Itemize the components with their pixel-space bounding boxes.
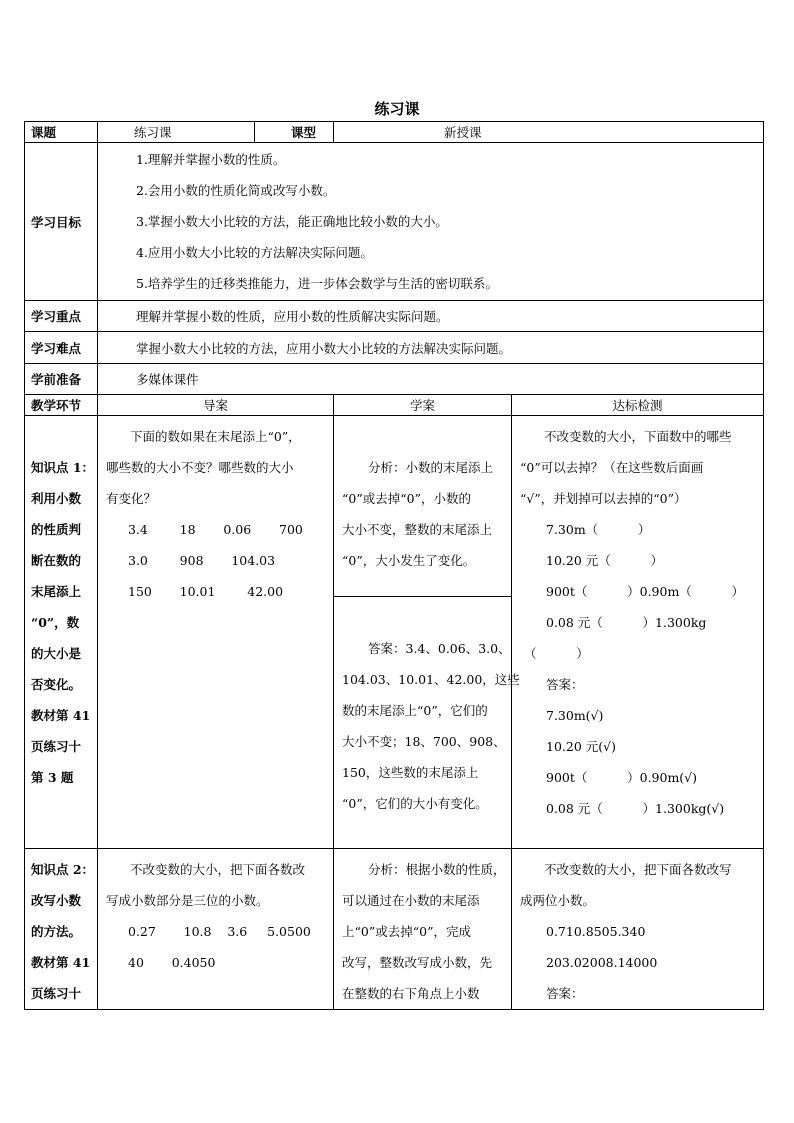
guide-line: 下面的数如果在末尾添上“0”， (130, 429, 301, 444)
answer-line: 数的末尾添上“0”，它们的 (342, 702, 488, 718)
analysis-line: 上“0”或去掉“0”，完成 (342, 924, 471, 939)
analysis-line: 分析：根据小数的性质， (368, 862, 506, 877)
analysis-line: 在整数的右下角点上小数 (342, 986, 480, 1001)
check-line: 0.710.8505.340 (546, 924, 646, 939)
check-line: “0”可以去掉？（在这些数后面画 (520, 460, 704, 475)
guide-cell-1 (98, 416, 334, 849)
check-line: 不改变数的大小，把下面各数改写 (544, 862, 732, 877)
header-check: 达标检测 (512, 395, 764, 416)
header-guide: 导案 (98, 395, 334, 416)
difficulties-label: 学习难点 (25, 332, 98, 364)
goal-item: 4.应用小数大小比较的方法解决实际问题。 (136, 245, 373, 260)
kp-line: 教材第 41 (31, 955, 91, 970)
row-preparation (25, 364, 764, 395)
analysis-line: 改写，整数改写成小数，先 (342, 955, 493, 970)
guide-line: 写成小数部分是三位的小数。 (106, 893, 269, 908)
check-line: （ ） (524, 646, 589, 661)
kp-line: 末尾添上 (31, 584, 82, 599)
row-course (25, 122, 764, 143)
check-line: 10.20 元(√) (546, 739, 616, 754)
goal-item: 1.理解并掌握小数的性质。 (136, 152, 286, 167)
key-points-label: 学习重点 (25, 301, 98, 332)
answer-line: 大小不变；18、700、908、 (342, 733, 506, 749)
row-difficulties (25, 332, 764, 364)
check-cell-2 (512, 849, 764, 1010)
kp-line: 的性质判 (31, 522, 82, 537)
number-row: 3.0 908 104.03 (128, 553, 276, 568)
header-step: 教学环节 (25, 395, 98, 416)
course-type-value: 新授课 (334, 122, 764, 143)
kp-line: 页练习十 (31, 986, 82, 1001)
course-type-label: 课型 (255, 122, 334, 143)
kp-line: 教材第 41 (31, 708, 91, 723)
lesson-plan-table (24, 121, 764, 1010)
answer-block (334, 596, 520, 848)
kp-line: 知识点 1： (31, 460, 95, 475)
analysis-line: 可以通过在小数的末尾添 (342, 893, 480, 908)
check-line: 203.02008.14000 (546, 955, 658, 970)
check-line: 900t（ ）0.90m(√) (546, 770, 698, 785)
row-section-1 (25, 416, 764, 849)
analysis-line: 大小不变，整数的末尾添上 (342, 522, 493, 537)
check-line: 答案： (546, 677, 584, 692)
goals-label: 学习目标 (25, 143, 98, 301)
number-row: 150 10.01 42.00 (128, 584, 284, 599)
row-key-points (25, 301, 764, 332)
check-line: “√”，并划掉可以去掉的“0”） (520, 491, 687, 506)
number-row: 3.4 18 0.06 700 (128, 522, 303, 537)
kp-line: 知识点 2： (31, 862, 95, 877)
check-line: 0.08 元（ ）1.300kg (546, 615, 707, 630)
check-line: 0.08 元（ ）1.300kg(√) (546, 801, 725, 816)
difficulties-value: 掌握小数大小比较的方法，应用小数大小比较的方法解决实际问题。 (98, 332, 764, 364)
guide-line: 有变化？ (106, 491, 157, 506)
answer-line: 104.03、10.01、42.00，这些 (342, 671, 520, 687)
check-cell-1 (512, 416, 764, 849)
course-value: 练习课 (98, 122, 255, 143)
analysis-line: “0”或去掉“0”，小数的 (342, 491, 471, 506)
check-line: 答案： (546, 986, 584, 1001)
kp-line: 利用小数 (31, 491, 82, 506)
study-cell-2 (334, 849, 512, 1010)
goal-item: 3.掌握小数大小比较的方法，能正确地比较小数的大小。 (136, 214, 448, 229)
preparation-value: 多媒体课件 (98, 364, 764, 395)
knowledge-point-1 (25, 416, 98, 849)
key-points-value: 理解并掌握小数的性质，应用小数的性质解决实际问题。 (98, 301, 764, 332)
kp-line: 断在数的 (31, 553, 82, 568)
check-line: 7.30m(√) (546, 708, 604, 723)
answer-line: 答案：3.4、0.06、3.0、 (368, 640, 511, 656)
analysis-line: 分析：小数的末尾添上 (368, 460, 494, 475)
check-line: 10.20 元（ ） (546, 553, 663, 568)
analysis-block (334, 416, 511, 596)
kp-line: 否变化。 (31, 677, 82, 692)
header-study: 学案 (334, 395, 512, 416)
guide-line: 哪些数的大小不变？哪些数的大小 (106, 460, 294, 475)
check-line: 900t（ ）0.90m（ ） (546, 584, 745, 599)
check-line: 不改变数的大小，下面数中的哪些 (544, 429, 732, 444)
number-row: 0.27 10.8 3.6 5.0500 (128, 924, 311, 939)
kp-line: 第 3 题 (31, 770, 74, 785)
course-label: 课题 (25, 122, 98, 143)
goal-item: 2.会用小数的性质化简或改写小数。 (136, 183, 336, 198)
row-section-2 (25, 849, 764, 1010)
guide-cell-2 (98, 849, 334, 1010)
guide-line: 不改变数的大小，把下面各数改 (130, 862, 306, 877)
page-title: 练习课 (374, 100, 420, 118)
goal-item: 5.培养学生的迁移类推能力，进一步体会数学与生活的密切联系。 (136, 276, 498, 291)
preparation-label: 学前准备 (25, 364, 98, 395)
check-line: 7.30m（ ） (546, 522, 651, 537)
check-line: 成两位小数。 (520, 893, 596, 908)
study-inner-table (334, 416, 520, 848)
analysis-line: “0”，大小发生了变化。 (342, 553, 476, 568)
row-headers (25, 395, 764, 416)
study-cell-1 (334, 416, 520, 849)
knowledge-point-2 (25, 849, 98, 1010)
row-goals (25, 143, 764, 301)
answer-line: 150，这些数的末尾添上 (342, 764, 479, 780)
kp-line: 的大小是 (31, 646, 82, 661)
kp-line: 改写小数 (31, 893, 82, 908)
number-row: 40 0.4050 (128, 955, 216, 970)
kp-line: 的方法。 (31, 924, 82, 939)
kp-line: 页练习十 (31, 739, 82, 754)
kp-line: “0”，数 (31, 615, 80, 630)
answer-line: “0”，它们的大小有变化。 (342, 795, 488, 811)
